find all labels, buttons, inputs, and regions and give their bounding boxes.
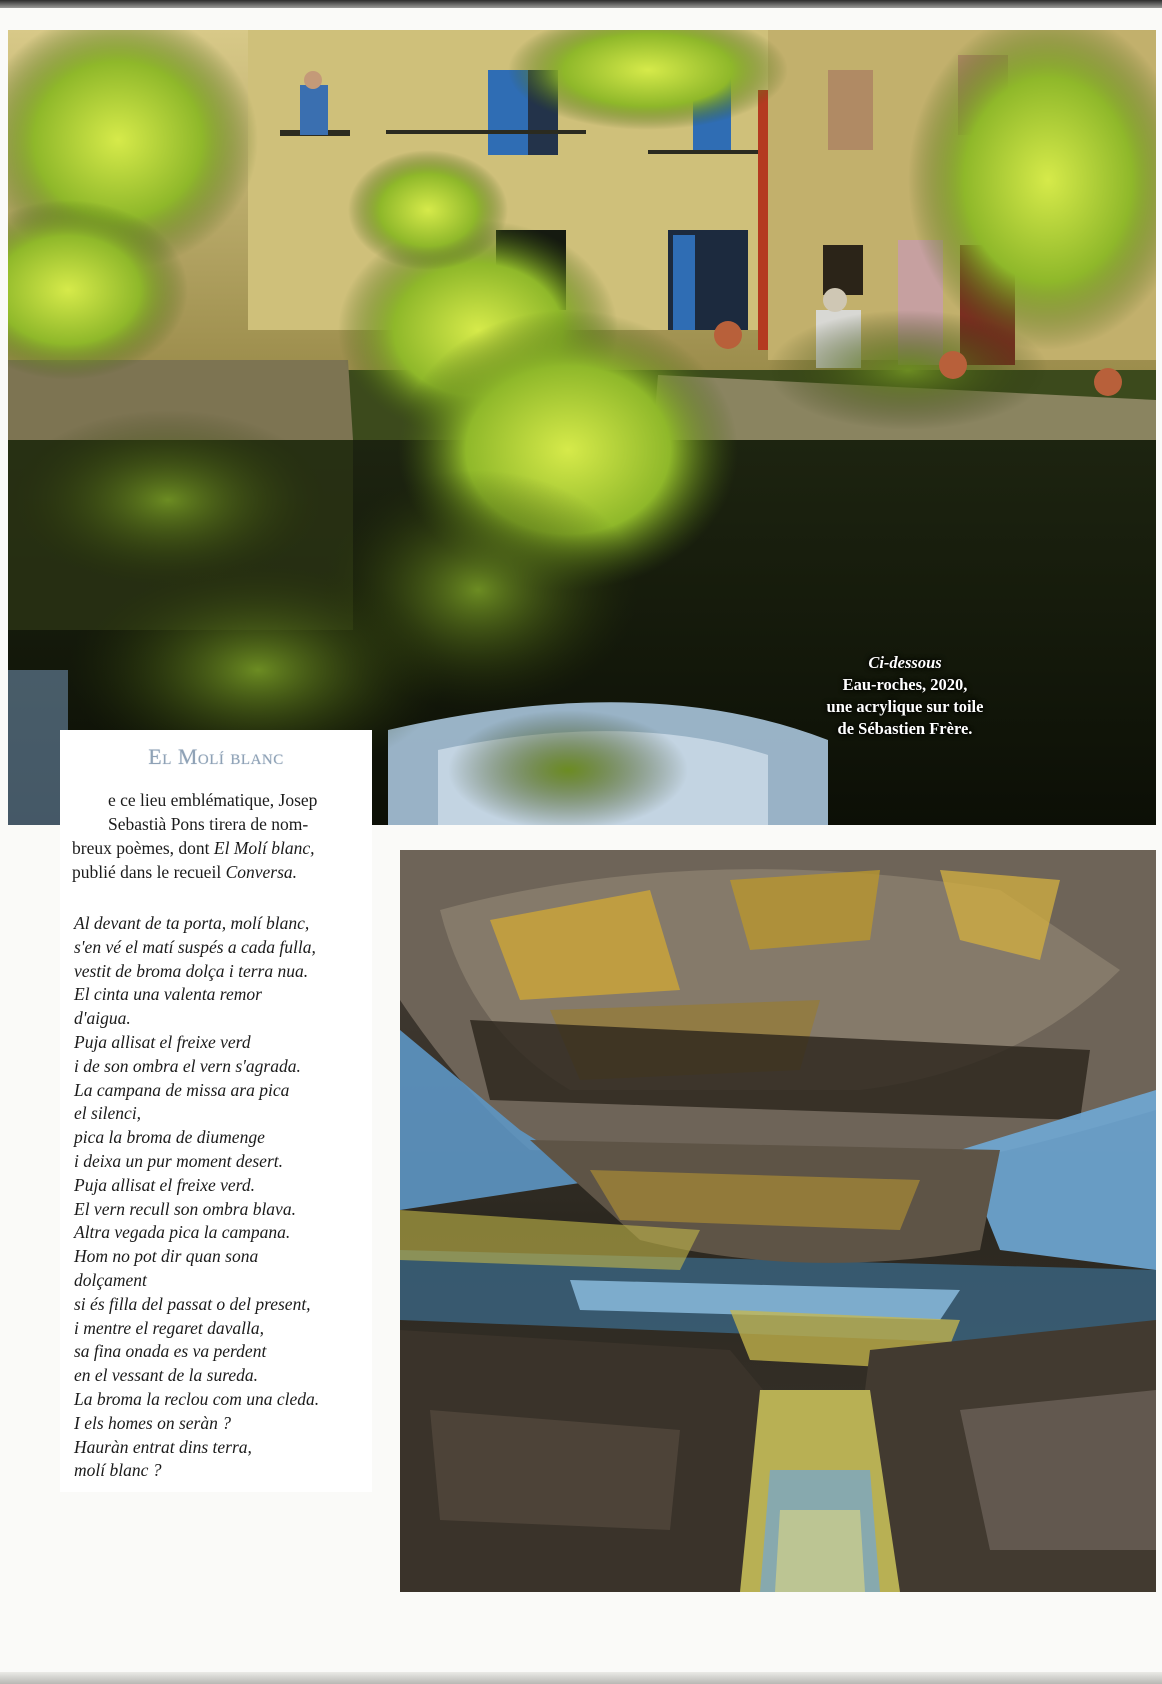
poem-line: d'aigua. xyxy=(74,1008,131,1029)
caption-lead: Ci-dessous xyxy=(868,653,942,672)
photo-caption xyxy=(790,652,1020,740)
painting-icon xyxy=(400,850,1156,1592)
poem-line: sa fina onada es va perdent xyxy=(74,1341,267,1362)
poem xyxy=(74,912,372,1483)
intro-line: Sebastià Pons tirera de nom- xyxy=(108,814,309,834)
poem-line: Hom no pot dir quan sona xyxy=(74,1246,259,1267)
poem-line: molí blanc ? xyxy=(74,1460,162,1481)
article-title: El Molí blanc xyxy=(148,744,284,769)
intro-line: e ce lieu emblématique, Josep xyxy=(108,790,318,810)
poem-line: s'en vé el matí suspés a cada fulla, xyxy=(74,936,316,957)
poem-line: pica la broma de diumenge xyxy=(74,1127,265,1148)
poem-line: i de son ombra el vern s'agrada. xyxy=(74,1055,301,1076)
poem-line: El vern recull son ombra blava. xyxy=(74,1198,296,1219)
work-title: El Molí blanc, xyxy=(213,838,315,858)
poem-line: i mentre el regaret davalla, xyxy=(74,1317,265,1338)
intro-text: publié dans le recueil xyxy=(72,862,222,882)
article-box xyxy=(60,730,372,1492)
poem-line: Hauràn entrat dins terra, xyxy=(74,1436,252,1457)
poem-line: en el vessant de la sureda. xyxy=(74,1365,259,1386)
poem-line: Al devant de ta porta, molí blanc, xyxy=(74,913,310,933)
poem-line: La campana de missa ara pica xyxy=(74,1079,290,1100)
poem-line: Altra vegada pica la campana. xyxy=(74,1222,291,1243)
intro-text: breux poèmes, dont xyxy=(72,838,210,858)
intro-line xyxy=(72,862,297,882)
poem-line: Puja allisat el freixe verd. xyxy=(74,1174,255,1195)
page-edge-bottom xyxy=(0,1672,1162,1684)
poem-line: El cinta una valenta remor xyxy=(74,984,262,1005)
page-edge-top xyxy=(0,0,1162,8)
collection-title: Conversa. xyxy=(225,862,298,882)
eau-roches-painting xyxy=(400,850,1156,1592)
caption-line: Eau-roches, 2020, xyxy=(842,675,968,694)
poem-line: La broma la reclou com una cleda. xyxy=(74,1388,320,1409)
poem-line: si és filla del passat o del present, xyxy=(74,1293,311,1314)
caption-line: une acrylique sur toile xyxy=(826,697,984,716)
article-intro xyxy=(72,788,362,884)
poem-line: I els homes on seràn ? xyxy=(74,1412,231,1433)
poem-line: dolçament xyxy=(74,1269,147,1290)
intro-line xyxy=(72,838,315,858)
poem-line: Puja allisat el freixe verd xyxy=(74,1031,251,1052)
poem-line: vestit de broma dolça i terra nua. xyxy=(74,960,309,981)
poem-line: i deixa un pur moment desert. xyxy=(74,1150,283,1171)
caption-line: de Sébastien Frère. xyxy=(837,719,973,738)
poem-line: el silenci, xyxy=(74,1103,142,1124)
